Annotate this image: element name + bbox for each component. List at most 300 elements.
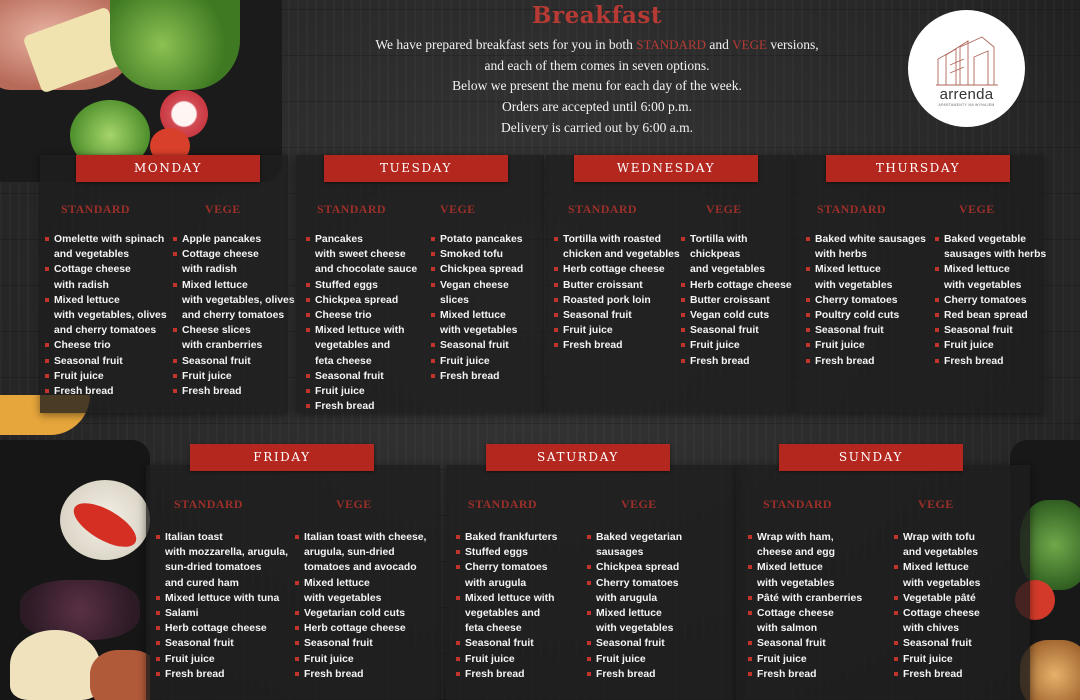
bullet-icon <box>587 535 591 539</box>
menu-item <box>944 262 1046 292</box>
bullet-icon <box>306 374 310 378</box>
vege-column-heading: VEGE <box>205 202 241 216</box>
menu-item <box>440 369 523 384</box>
menu-item <box>757 652 862 667</box>
menu-item <box>182 354 295 369</box>
menu-item-line: Fruit juice <box>465 653 515 665</box>
menu-item-line: with arugula <box>596 592 658 604</box>
menu-item-line: with vegetables, olives <box>182 294 295 306</box>
menu-item-line: Mixed lettuce with <box>315 325 405 337</box>
menu-item <box>304 621 426 636</box>
menu-item-line: slices <box>440 294 469 306</box>
menu-item <box>182 247 295 277</box>
menu-item <box>165 652 288 667</box>
bullet-icon <box>173 328 177 332</box>
menu-item-line: Cottage cheese <box>903 608 980 620</box>
menu-item <box>944 232 1046 262</box>
bullet-icon <box>156 641 160 645</box>
menu-item-line: cheese and egg <box>757 547 835 559</box>
menu-item-line: with vegetables <box>596 623 674 635</box>
bullet-icon <box>431 267 435 271</box>
menu-item-line: Pâté with cranberries <box>757 592 863 604</box>
menu-item-line: with herbs <box>815 249 867 261</box>
bullet-icon <box>306 404 310 408</box>
bullet-icon <box>295 581 299 585</box>
menu-item-line: feta cheese <box>465 623 522 635</box>
bullet-icon <box>156 596 160 600</box>
bullet-icon <box>894 672 898 676</box>
menu-item-line: Fruit juice <box>690 340 740 352</box>
menu-item <box>944 338 1046 353</box>
bullet-icon <box>431 374 435 378</box>
menu-item-line: arugula, sun-dried <box>304 547 395 559</box>
menu-item <box>165 591 288 606</box>
menu-item <box>690 308 792 323</box>
menu-item-line: Seasonal fruit <box>440 340 509 352</box>
bullet-icon <box>587 611 591 615</box>
standard-column-heading: STANDARD <box>763 497 832 511</box>
menu-item <box>815 338 926 353</box>
menu-item-line: with vegetables <box>815 279 893 291</box>
menu-item-line: sausages <box>596 547 644 559</box>
bullet-icon <box>431 252 435 256</box>
menu-item-line: with chives <box>903 623 960 635</box>
menu-item-line: Fruit juice <box>304 653 354 665</box>
menu-item-line: Seasonal fruit <box>465 638 534 650</box>
menu-item-line: with vegetables <box>903 577 981 589</box>
menu-item <box>815 308 926 323</box>
menu-item-line: Fruit juice <box>165 653 215 665</box>
bullet-icon <box>173 359 177 363</box>
menu-item <box>165 667 288 682</box>
menu-item <box>304 606 426 621</box>
menu-item-line: Herb cottage cheese <box>165 623 267 635</box>
menu-item <box>690 293 792 308</box>
menu-item <box>54 354 167 369</box>
bullet-icon <box>306 313 310 317</box>
bullet-icon <box>554 298 558 302</box>
menu-item-line: and vegetables <box>903 547 979 559</box>
menu-item <box>440 247 523 262</box>
menu-item-line: Fruit juice <box>596 653 646 665</box>
menu-item <box>440 232 523 247</box>
bullet-icon <box>748 565 752 569</box>
menu-item-line: and cherry tomatoes <box>182 310 285 322</box>
menu-item <box>596 560 682 575</box>
menu-item <box>54 369 167 384</box>
bullet-icon <box>45 359 49 363</box>
bullet-icon <box>806 298 810 302</box>
bullet-icon <box>935 237 939 241</box>
menu-item <box>182 232 295 247</box>
menu-item-line: vegetables and <box>315 340 391 352</box>
bullet-icon <box>45 343 49 347</box>
menu-item <box>815 323 926 338</box>
menu-item <box>440 338 523 353</box>
menu-item-line: chicken and vegetables <box>563 249 680 261</box>
menu-item <box>596 530 682 560</box>
menu-item <box>944 308 1046 323</box>
menu-item <box>690 323 792 338</box>
menu-item-line: Fruit juice <box>315 386 365 398</box>
bullet-icon <box>173 237 177 241</box>
menu-item-line: Mixed lettuce <box>815 264 881 276</box>
menu-item-line: Apple pancakes <box>182 234 262 245</box>
menu-item-line: with vegetables <box>944 279 1022 291</box>
menu-item-line: Fresh bread <box>563 340 623 352</box>
menu-item-line: Cherry tomatoes <box>596 577 679 589</box>
menu-item-line: Fruit juice <box>440 355 490 367</box>
menu-item-line: Vegan cold cuts <box>690 310 770 322</box>
menu-item-line: with sweet cheese <box>315 249 406 261</box>
bullet-icon <box>935 343 939 347</box>
menu-item <box>465 667 557 682</box>
standard-column-heading: STANDARD <box>317 202 386 216</box>
menu-item-line: Seasonal fruit <box>903 638 972 650</box>
standard-highlight: STANDARD <box>636 37 707 52</box>
bullet-icon <box>45 374 49 378</box>
bullet-icon <box>295 657 299 661</box>
menu-item-line: tomatoes and avocado <box>304 562 417 574</box>
bullet-icon <box>587 565 591 569</box>
menu-item-line: Fruit juice <box>815 340 865 352</box>
bullet-icon <box>431 313 435 317</box>
menu-item-line: Herb cottage cheese <box>563 264 665 276</box>
bullet-icon <box>681 283 685 287</box>
standard-menu-list-tuesday <box>315 232 417 414</box>
day-header-saturday: SATURDAY <box>486 444 670 471</box>
menu-item-line: Mixed lettuce <box>757 562 823 574</box>
bullet-icon <box>156 626 160 630</box>
menu-item <box>165 621 288 636</box>
bullet-icon <box>748 641 752 645</box>
menu-item <box>315 278 417 293</box>
menu-item-line: Chickpea spread <box>315 294 399 306</box>
bullet-icon <box>748 657 752 661</box>
menu-item <box>944 354 1046 369</box>
day-header-friday: FRIDAY <box>190 444 374 471</box>
day-header-thursday: THURSDAY <box>826 155 1010 182</box>
menu-item-line: Fruit juice <box>944 340 994 352</box>
menu-item <box>315 399 417 414</box>
bullet-icon <box>748 611 752 615</box>
bullet-icon <box>45 267 49 271</box>
menu-item <box>563 262 680 277</box>
bullet-icon <box>681 313 685 317</box>
bullet-icon <box>456 550 460 554</box>
bullet-icon <box>306 283 310 287</box>
vege-column-heading: VEGE <box>918 497 954 511</box>
menu-item-line: Vegetarian cold cuts <box>304 608 406 620</box>
menu-item-line: Potato pancakes <box>440 234 523 245</box>
menu-item <box>563 232 680 262</box>
menu-item <box>815 262 926 292</box>
bullet-icon <box>894 565 898 569</box>
menu-item <box>596 652 682 667</box>
bullet-icon <box>587 641 591 645</box>
menu-item-line: Omelette with spinach <box>54 234 165 245</box>
menu-item <box>563 278 680 293</box>
bullet-icon <box>806 359 810 363</box>
bullet-icon <box>587 581 591 585</box>
menu-item <box>563 338 680 353</box>
menu-item <box>596 667 682 682</box>
bullet-icon <box>681 237 685 241</box>
menu-item <box>944 323 1046 338</box>
menu-item <box>757 606 862 636</box>
menu-item-line: Fresh bread <box>182 386 242 398</box>
bullet-icon <box>806 313 810 317</box>
bullet-icon <box>806 237 810 241</box>
menu-item-line: Italian toast <box>165 532 223 543</box>
menu-item <box>182 278 295 324</box>
menu-item <box>304 636 426 651</box>
menu-item <box>903 636 980 651</box>
bullet-icon <box>681 328 685 332</box>
vege-menu-list-saturday <box>596 530 682 682</box>
bullet-icon <box>306 298 310 302</box>
menu-item-line: with vegetables <box>304 592 382 604</box>
vege-column-heading: VEGE <box>336 497 372 511</box>
food-photo-bottom-left <box>0 440 150 700</box>
menu-item-line: Fresh bread <box>690 355 750 367</box>
bullet-icon <box>554 283 558 287</box>
bullet-icon <box>456 596 460 600</box>
standard-column-heading: STANDARD <box>468 497 537 511</box>
menu-item-line: Butter croissant <box>563 279 643 291</box>
menu-item <box>690 278 792 293</box>
menu-item <box>54 262 167 292</box>
menu-item-line: Vegetable pâté <box>903 592 976 604</box>
menu-item <box>440 262 523 277</box>
menu-item <box>690 232 792 278</box>
bullet-icon <box>173 283 177 287</box>
day-header-sunday: SUNDAY <box>779 444 963 471</box>
bullet-icon <box>173 389 177 393</box>
menu-item-line: Seasonal fruit <box>182 355 251 367</box>
menu-item-line: Chickpea spread <box>596 562 680 574</box>
bullet-icon <box>681 298 685 302</box>
menu-item-line: Fresh bread <box>757 668 817 680</box>
standard-menu-list-wednesday <box>563 232 680 354</box>
vege-column-heading: VEGE <box>706 202 742 216</box>
bullet-icon <box>45 237 49 241</box>
menu-item <box>757 530 862 560</box>
menu-item-line: Wrap with tofu <box>903 532 975 543</box>
menu-item-line: Cheese slices <box>182 325 251 337</box>
menu-item-line: with radish <box>182 264 237 276</box>
menu-item-line: Fresh bread <box>944 355 1004 367</box>
bullet-icon <box>456 565 460 569</box>
menu-item-line: and cured ham <box>165 577 239 589</box>
bullet-icon <box>554 328 558 332</box>
menu-item-line: with cranberries <box>182 340 263 352</box>
bullet-icon <box>456 641 460 645</box>
menu-item <box>304 576 426 606</box>
bullet-icon <box>431 359 435 363</box>
menu-item-line: sausages with herbs <box>944 249 1047 261</box>
menu-item <box>563 293 680 308</box>
bullet-icon <box>554 267 558 271</box>
menu-item-line: with arugula <box>465 577 527 589</box>
vege-menu-list-tuesday <box>440 232 523 384</box>
bullet-icon <box>45 298 49 302</box>
menu-item-line: Poultry cold cuts <box>815 310 900 322</box>
standard-column-heading: STANDARD <box>568 202 637 216</box>
bullet-icon <box>748 672 752 676</box>
menu-item-line: vegetables and <box>465 608 541 620</box>
standard-column-heading: STANDARD <box>174 497 243 511</box>
menu-item-line: Seasonal fruit <box>944 325 1013 337</box>
vege-menu-list-wednesday <box>690 232 792 369</box>
menu-item <box>465 652 557 667</box>
menu-item <box>903 560 980 590</box>
menu-item <box>757 560 862 590</box>
menu-item <box>304 667 426 682</box>
bullet-icon <box>456 657 460 661</box>
menu-item-line: Mixed lettuce with tuna <box>165 592 280 604</box>
bullet-icon <box>306 237 310 241</box>
menu-item-line: with radish <box>54 279 109 291</box>
menu-item <box>315 384 417 399</box>
menu-item <box>815 293 926 308</box>
bullet-icon <box>45 389 49 393</box>
vege-highlight: VEGE <box>732 37 767 52</box>
menu-item <box>315 308 417 323</box>
menu-item-line: Salami <box>165 608 199 620</box>
menu-item-line: Seasonal fruit <box>54 355 123 367</box>
menu-item <box>596 636 682 651</box>
menu-item <box>596 606 682 636</box>
menu-item-line: Mixed lettuce <box>304 577 370 589</box>
intro-text: We have prepared breakfast sets for you in both STANDARD and VEGE versions, and each of them comes in seven options. Below we present the menu for each day of the week. Orders are accepted until 6:00 p.m. Delivery is carried out by 6:00 a.m. <box>375 37 819 135</box>
menu-item-line: Smoked tofu <box>440 249 503 261</box>
menu-item-line: Fresh bread <box>440 370 500 382</box>
bullet-icon <box>173 374 177 378</box>
day-header-monday: MONDAY <box>76 155 260 182</box>
bullet-icon <box>156 672 160 676</box>
menu-item-line: with vegetables <box>440 325 518 337</box>
menu-item-line: Herb cottage cheese <box>690 279 792 291</box>
menu-item <box>690 338 792 353</box>
menu-item-line: Fruit juice <box>757 653 807 665</box>
menu-item-line: Herb cottage cheese <box>304 623 406 635</box>
menu-item <box>815 232 926 262</box>
bullet-icon <box>894 641 898 645</box>
menu-item-line: Vegan cheese <box>440 279 509 291</box>
menu-item-line: Fruit juice <box>54 370 104 382</box>
menu-item-line: Baked white sausages <box>815 234 926 245</box>
menu-item-line: Baked vegetarian <box>596 532 683 543</box>
bullet-icon <box>587 672 591 676</box>
menu-item <box>757 636 862 651</box>
menu-item <box>815 354 926 369</box>
menu-item-line: Fresh bread <box>315 401 375 413</box>
bullet-icon <box>935 298 939 302</box>
menu-item-line: Butter croissant <box>690 294 770 306</box>
menu-item-line: Fruit juice <box>182 370 232 382</box>
bullet-icon <box>456 672 460 676</box>
menu-item-line: and vegetables <box>690 264 766 276</box>
menu-item-line: Mixed lettuce with <box>465 592 555 604</box>
standard-column-heading: STANDARD <box>61 202 130 216</box>
menu-item-line: Seasonal fruit <box>304 638 373 650</box>
menu-item-line: with vegetables <box>757 577 835 589</box>
menu-item-line: Mixed lettuce <box>596 608 662 620</box>
menu-item-line: Chickpea spread <box>440 264 524 276</box>
menu-item-line: sun-dried tomatoes <box>165 562 262 574</box>
arrenda-logo <box>908 10 1025 127</box>
vege-column-heading: VEGE <box>621 497 657 511</box>
menu-item-line: Cheese trio <box>54 340 111 352</box>
menu-item <box>903 591 980 606</box>
bullet-icon <box>295 535 299 539</box>
menu-item <box>465 530 557 545</box>
vege-menu-list-monday <box>182 232 295 399</box>
menu-item <box>563 308 680 323</box>
menu-item-line: Baked frankfurters <box>465 532 558 543</box>
menu-item-line: Fresh bread <box>465 668 525 680</box>
logo-tagline: APARTAMENTY NA WYNAJEM <box>938 102 995 107</box>
menu-item-line: Fresh bread <box>596 668 656 680</box>
bullet-icon <box>295 611 299 615</box>
menu-item <box>182 384 295 399</box>
menu-item <box>54 338 167 353</box>
vege-menu-list-thursday <box>944 232 1046 369</box>
standard-menu-list-thursday <box>815 232 926 369</box>
menu-item-line: with mozzarella, arugula, <box>165 547 288 559</box>
menu-item-line: Fresh bread <box>165 668 225 680</box>
menu-item-line: Mixed lettuce <box>182 279 248 291</box>
menu-item <box>465 591 557 637</box>
bullet-icon <box>748 596 752 600</box>
bullet-icon <box>156 535 160 539</box>
menu-item-line: Cherry tomatoes <box>815 294 898 306</box>
bullet-icon <box>806 343 810 347</box>
menu-item-line: Fruit juice <box>903 653 953 665</box>
menu-item <box>182 323 295 353</box>
menu-item-line: Cottage cheese <box>757 608 834 620</box>
menu-item-line: Mixed lettuce <box>944 264 1010 276</box>
menu-item-line: Italian toast with cheese, <box>304 532 427 543</box>
menu-item-line: Red bean spread <box>944 310 1028 322</box>
bullet-icon <box>306 389 310 393</box>
menu-item <box>465 560 557 590</box>
bullet-icon <box>935 359 939 363</box>
menu-item-line: Mixed lettuce <box>440 310 506 322</box>
menu-item <box>165 530 288 591</box>
bullet-icon <box>894 657 898 661</box>
menu-item-line: Pancakes <box>315 234 363 245</box>
day-header-tuesday: TUESDAY <box>324 155 508 182</box>
menu-item <box>315 293 417 308</box>
bullet-icon <box>894 596 898 600</box>
menu-item-line: Tortilla with <box>690 234 748 245</box>
menu-item <box>903 667 980 682</box>
menu-item <box>304 530 426 576</box>
bullet-icon <box>748 535 752 539</box>
menu-item-line: Fresh bread <box>54 386 114 398</box>
menu-item-line: Wrap with ham, <box>757 532 834 543</box>
menu-item-line: Cherry tomatoes <box>465 562 548 574</box>
standard-menu-list-sunday <box>757 530 862 682</box>
menu-item-line: Seasonal fruit <box>563 310 632 322</box>
vege-column-heading: VEGE <box>440 202 476 216</box>
bullet-icon <box>295 641 299 645</box>
bullet-icon <box>456 535 460 539</box>
menu-item <box>54 293 167 339</box>
menu-item-line: with vegetables, olives <box>54 310 167 322</box>
